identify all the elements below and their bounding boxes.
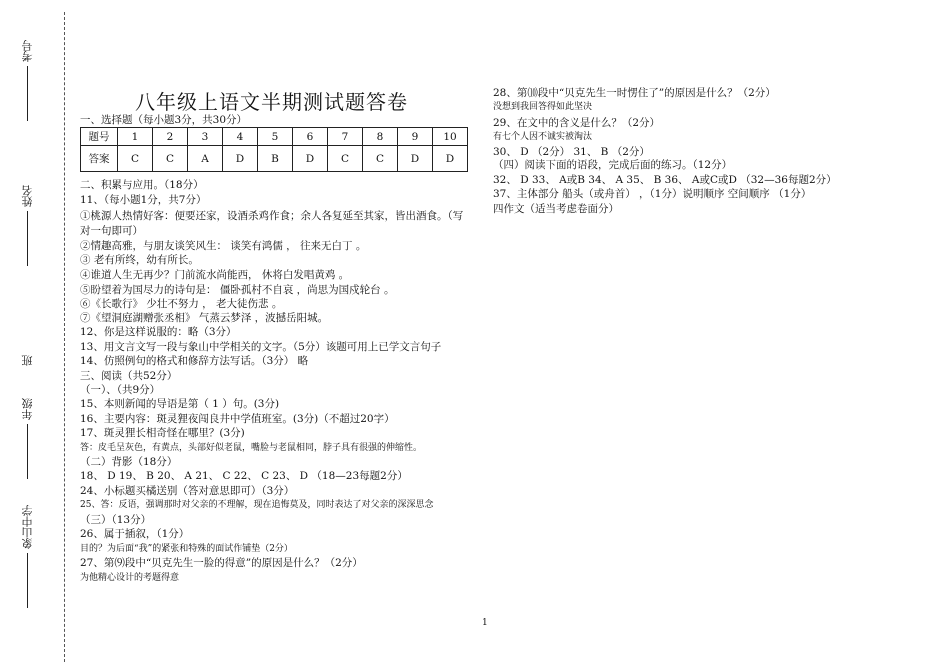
answer-line: 15、本则新闻的导语是第（ 1 ）句。(3分) <box>80 398 280 410</box>
answer-line: 二、积累与应用。（18分） <box>80 179 204 191</box>
section-heading: 一、选择题（每小题3分，共30分） <box>80 114 248 126</box>
answer-line: 37、主体部分 船头（或舟首） ，（1分）说明顺序 空间顺序 （1分） <box>493 188 812 200</box>
answer-line: 对一句即可） <box>80 225 143 237</box>
answer-line: 28、第⑽段中“贝克先生一时愣住了”的原因是什么？（2分） <box>493 87 776 99</box>
answer-line: 没想到我回答得如此坚决 <box>493 102 593 112</box>
answer-line: 目的？为后面“我”的紧张和特殊的面试作铺垫（2分） <box>80 544 293 554</box>
answer-line: ⑦《望洞庭湖赠张丞相》 气蒸云梦泽 ，波撼岳阳城。 <box>80 312 329 324</box>
answer-line: （二）背影（18分） <box>80 456 178 468</box>
class-field: 班 <box>21 355 34 366</box>
page-number: 1 <box>482 618 488 628</box>
answer-line: 29、在文中的含义是什么？（2分） <box>493 117 661 129</box>
answer-line: 14、仿照例句的格式和修辞方法写话。（3分） 略 <box>80 355 309 367</box>
binding-line <box>64 12 65 662</box>
answer-line: 13、用文言文写一段与象山中学相关的文字。（5分）该题可用上已学文言句子 <box>80 341 442 353</box>
name-field: 姓名 <box>20 185 36 266</box>
answer-line: （三）（13分） <box>80 514 152 526</box>
school-field: 象山中学 <box>20 505 36 608</box>
answer-line: 25、答：反语，强调那时对父亲的不理解，现在追悔莫及，同时表达了对父亲的深深思念 <box>80 500 434 510</box>
answer-line: 答：皮毛呈灰色，有黄点，头部好似老鼠，嘴脸与老鼠相同，脖子具有很强的伸缩性。 <box>80 443 423 453</box>
answer-table <box>80 127 468 172</box>
answer-line: 为他精心设计的考题得意 <box>80 573 180 583</box>
answer-line: 27、第⑼段中“贝克先生一脸的得意”的原因是什么？（2分） <box>80 557 363 569</box>
answer-line: 有七个人因不诚实被淘汰 <box>493 132 593 142</box>
table-row: 题号 1 2 3 4 5 6 7 8 9 10 <box>81 128 468 146</box>
answer-line: 26、属于插叙，（1分） <box>80 528 190 540</box>
answer-line: ⑥《长歌行》 少壮不努力 ， 老大徒伤悲 。 <box>80 298 283 310</box>
answer-line: 12、你是这样说服的：略（3分） <box>80 326 237 338</box>
answer-line: ①桃源人热情好客：便要还家，设酒杀鸡作食；余人各复延至其家，皆出酒食。（写 <box>80 210 464 222</box>
answer-line: ⑤盼望着为国尽力的诗句是： 僵卧孤村不自哀 ，尚思为国戍轮台 。 <box>80 284 395 296</box>
answer-line: 30、 D （2分） 31、 B （2分） <box>493 146 650 158</box>
table-row: 答案 C C A D B D C C D D <box>81 146 468 172</box>
answer-line: 17、斑灵狸长相奇怪在哪里？(3分) <box>80 427 245 439</box>
answer-line: ③ 老有所终，幼有所长。 <box>80 254 199 266</box>
answer-line: （四）阅读下面的语段，完成后面的练习。（12分） <box>493 159 733 171</box>
answer-line: 16、主要内容：斑灵狸夜闯良井中学值班室。(3分)（不超过20字） <box>80 413 395 425</box>
answer-line: 32、 D 33、 A或B 34、 A 35、 B 36、 A或C或D （32—36每题2分） <box>493 174 837 186</box>
answer-line: （一）、（共9分） <box>80 384 161 396</box>
answer-line: 24、小标题买橘送别（答对意思即可）（3分） <box>80 485 295 497</box>
answer-line: ④谁道人生无再少？门前流水尚能西， 休将白发唱黄鸡 。 <box>80 269 350 281</box>
answer-line: 三、阅读（共52分） <box>80 370 178 382</box>
answer-line: 11、（每小题1分，共7分） <box>80 194 207 206</box>
answer-line: 四作文（适当考虑卷面分） <box>493 203 619 215</box>
page-title: 八年级上语文半期测试题答卷 <box>135 90 408 114</box>
exam-number-field: 考号 <box>20 40 36 121</box>
answer-line: ②情趣高雅，与朋友谈笑风生： 谈笑有鸿儒 ， 往来无白丁 。 <box>80 240 367 252</box>
grade-field: 年级 <box>20 398 36 479</box>
answer-line: 18、 D 19、 B 20、 A 21、 C 22、 C 23、 D （18—23每题2分） <box>80 470 408 482</box>
